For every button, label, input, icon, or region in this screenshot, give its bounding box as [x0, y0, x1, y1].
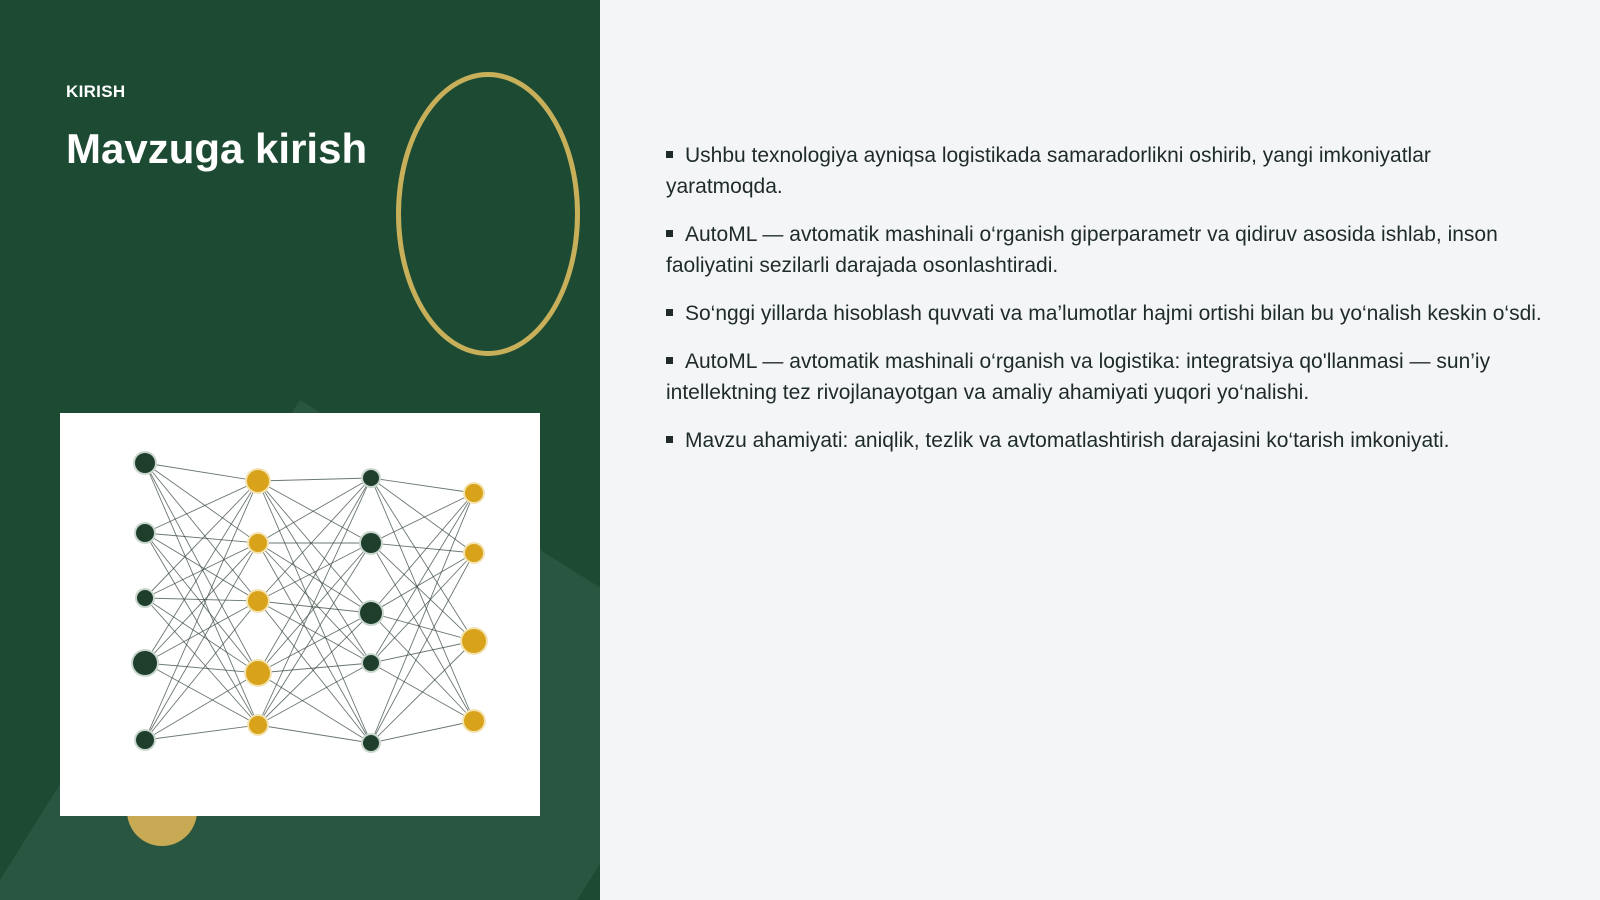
- network-edge: [371, 493, 474, 613]
- bullet-item: [666, 425, 1546, 456]
- network-edge: [258, 478, 371, 601]
- network-edge: [258, 543, 371, 601]
- network-node: [133, 651, 157, 675]
- network-edge: [371, 478, 474, 721]
- bullet-marker-icon: [666, 151, 673, 158]
- network-edge: [371, 641, 474, 743]
- network-edge: [145, 725, 258, 740]
- bullet-marker-icon: [666, 436, 673, 443]
- bullet-text: Mavzu ahamiyati: aniqlik, tezlik va avtomatlashtirish darajasini ko‘tarish imkoniyati.: [685, 429, 1450, 452]
- network-node: [135, 453, 155, 473]
- network-node: [363, 470, 379, 486]
- network-node: [137, 590, 153, 606]
- network-node: [249, 534, 267, 552]
- network-node: [462, 629, 486, 653]
- decorative-ring: [396, 72, 580, 356]
- network-node: [464, 711, 484, 731]
- network-edge: [145, 533, 258, 601]
- network-edge: [145, 463, 258, 725]
- network-edge: [145, 463, 258, 481]
- network-node: [247, 470, 269, 492]
- bullet-item: [666, 298, 1546, 329]
- network-edge: [145, 601, 258, 740]
- network-connections: [145, 463, 474, 743]
- network-edge: [145, 481, 258, 533]
- bullet-item: [666, 346, 1546, 408]
- network-node: [361, 533, 381, 553]
- bullet-text: So‘nggi yillarda hisoblash quvvati va ma’lumotlar hajmi ortishi bilan bu yo‘nalish keskin o‘sdi.: [685, 302, 1542, 325]
- network-edge: [258, 543, 371, 725]
- network-node: [363, 655, 379, 671]
- bullet-item: [666, 219, 1546, 281]
- bullet-list: [666, 140, 1546, 473]
- network-edge: [371, 478, 474, 493]
- network-edge: [258, 478, 371, 481]
- network-edge: [145, 663, 258, 725]
- network-node: [136, 731, 154, 749]
- slide-title: Mavzuga kirish: [66, 125, 368, 172]
- neural-network-icon: [60, 413, 540, 816]
- bullet-text: Ushbu texnologiya ayniqsa logistikada samaradorlikni oshirib, yangi imkoniyatlar yaratmoqda.: [666, 144, 1431, 198]
- network-node: [360, 602, 382, 624]
- network-edge: [371, 478, 474, 641]
- network-edge: [371, 493, 474, 743]
- network-edge: [371, 553, 474, 743]
- bullet-marker-icon: [666, 357, 673, 364]
- network-node: [363, 735, 379, 751]
- network-node: [465, 484, 483, 502]
- neural-network-illustration: [60, 413, 540, 816]
- bullet-item: [666, 140, 1546, 202]
- bullet-marker-icon: [666, 230, 673, 237]
- left-panel: [0, 0, 600, 900]
- network-edge: [371, 553, 474, 613]
- network-edge: [145, 543, 258, 598]
- network-node: [246, 661, 270, 685]
- network-edge: [371, 543, 474, 553]
- network-edge: [145, 533, 258, 543]
- network-edge: [258, 481, 371, 613]
- network-node: [248, 591, 268, 611]
- network-edge: [258, 481, 371, 743]
- network-node: [249, 716, 267, 734]
- bullet-text: AutoML — avtomatik mashinali o‘rganish giperparametr va qidiruv asosida ishlab, inson faoliyatini sezilarli darajada osonlashtiradi.: [666, 223, 1498, 277]
- network-edge: [145, 598, 258, 601]
- bullet-text: AutoML — avtomatik mashinali o‘rganish va logistika: integratsiya qo'llanmasi — sun’iy intellektning tez rivojlanayotgan va amaliy ahamiyati yuqori yo‘nalishi.: [666, 350, 1491, 404]
- network-node: [136, 524, 154, 542]
- section-label: KIRISH: [66, 82, 126, 101]
- bullet-marker-icon: [666, 309, 673, 316]
- network-edge: [258, 478, 371, 725]
- network-edge: [145, 533, 258, 725]
- network-node: [465, 544, 483, 562]
- network-edge: [371, 721, 474, 743]
- network-edge: [371, 543, 474, 641]
- network-edge: [258, 725, 371, 743]
- network-edge: [145, 663, 258, 673]
- network-edge: [371, 641, 474, 663]
